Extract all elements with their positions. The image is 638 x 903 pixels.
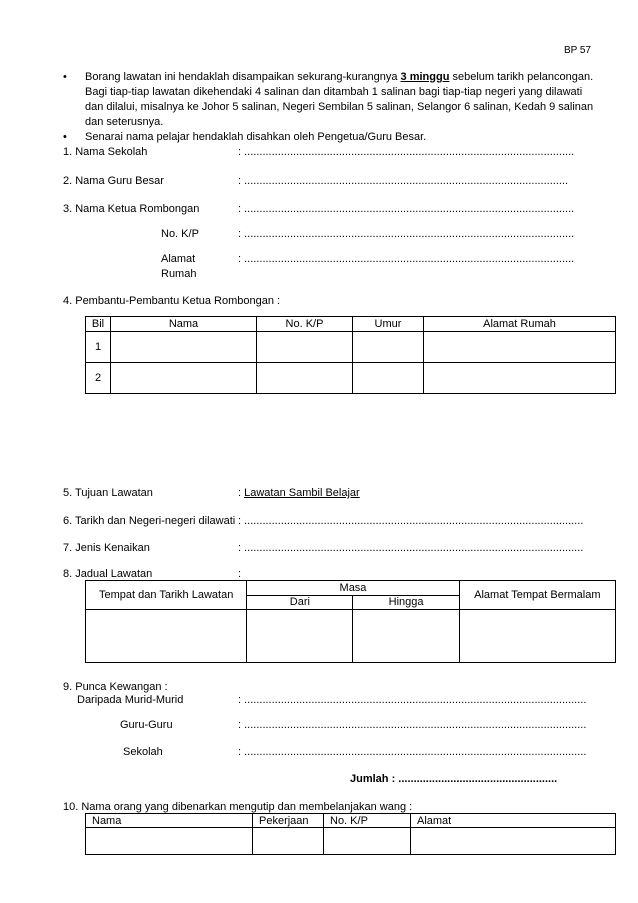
table-cell[interactable] bbox=[459, 610, 615, 663]
header-umur: Umur bbox=[353, 317, 424, 332]
field-finance-teachers-value[interactable]: : ................................................................................................................ bbox=[238, 719, 587, 731]
table-cell[interactable] bbox=[257, 332, 353, 363]
header-bil: Bil bbox=[86, 317, 111, 332]
table-row bbox=[86, 363, 616, 394]
field-purpose-value[interactable]: : Lawatan Sambil Belajar bbox=[238, 487, 360, 499]
field-finance-students-value[interactable]: : ................................................................................................................ bbox=[238, 694, 587, 706]
bullet-icon: • bbox=[63, 71, 67, 83]
deadline-emphasis: 3 minggu bbox=[400, 71, 450, 83]
field-schedule-label: 8. Jadual Lawatan bbox=[63, 568, 153, 580]
field-vehicle-label: 7. Jenis Kenaikan bbox=[63, 542, 150, 554]
field-total[interactable]: Jumlah : .................................................... bbox=[350, 773, 558, 785]
field-finance-school-value[interactable]: : ................................................................................................................ bbox=[238, 746, 587, 758]
table-cell[interactable] bbox=[253, 828, 324, 855]
field-headmaster-value[interactable]: : .......................................................................................................... bbox=[238, 175, 569, 187]
schedule-table bbox=[85, 580, 616, 663]
collectors-table bbox=[85, 813, 616, 855]
row-number: 1 bbox=[86, 332, 111, 363]
table-row bbox=[86, 610, 616, 663]
table-cell[interactable] bbox=[353, 610, 459, 663]
instructions-list bbox=[63, 70, 603, 145]
field-dates-label: 6. Tarikh dan Negeri-negeri dilawati bbox=[63, 515, 236, 527]
field-leader-ic-value[interactable]: : ............................................................................................................ bbox=[238, 228, 575, 240]
header-alamat: Alamat bbox=[411, 814, 616, 828]
table-cell[interactable] bbox=[353, 363, 424, 394]
header-nama: Nama bbox=[111, 317, 257, 332]
field-assistants-label: 4. Pembantu-Pembantu Ketua Rombongan : bbox=[63, 295, 281, 307]
header-masa: Masa bbox=[247, 581, 459, 596]
purpose-text: Lawatan Sambil Belajar bbox=[244, 487, 360, 499]
table-cell[interactable] bbox=[411, 828, 616, 855]
header-nama: Nama bbox=[86, 814, 253, 828]
header-alamat: Alamat Rumah bbox=[424, 317, 616, 332]
table-cell[interactable] bbox=[86, 828, 253, 855]
field-schedule-colon: : bbox=[238, 568, 242, 580]
field-finance-students-label: Daripada Murid-Murid bbox=[77, 694, 184, 706]
page-code: BP 57 bbox=[563, 45, 591, 56]
field-collectors-label: 10. Nama orang yang dibenarkan mengutip dan membelanjakan wang : bbox=[63, 801, 413, 813]
table-row bbox=[86, 828, 616, 855]
field-headmaster-label: 2. Nama Guru Besar bbox=[63, 175, 164, 187]
header-kp: No. K/P bbox=[257, 317, 353, 332]
table-cell[interactable] bbox=[424, 363, 616, 394]
instruction-2: • Senarai nama pelajar hendaklah disahkan oleh Pengetua/Guru Besar. bbox=[63, 131, 427, 143]
field-dates-value[interactable]: : ............................................................................................................... bbox=[238, 515, 584, 527]
field-finance-teachers-label: Guru-Guru bbox=[120, 719, 173, 731]
header-pekerjaan: Pekerjaan bbox=[253, 814, 324, 828]
instruction-1: • Borang lawatan ini hendaklah disampaikan sekurang-kurangnya 3 minggu sebelum tarikh pelancongan. Bagi tiap-tiap lawatan dikehendaki 4 salinan dan ditambah 1 salinan bagi tiap-tiap negeri yang dilawati dan dilalui, misalnya ke Johor 5 salinan, Negeri Sembilan 5 salinan, Selangor 6 salinan, Kedah 9 salinan dan seterusnya. bbox=[63, 71, 594, 128]
table-cell[interactable] bbox=[111, 363, 257, 394]
field-purpose-label: 5. Tujuan Lawatan bbox=[63, 487, 153, 499]
table-cell[interactable] bbox=[111, 332, 257, 363]
field-leader-value[interactable]: : ............................................................................................................ bbox=[238, 203, 575, 215]
field-leader-address-value[interactable]: : ............................................................................................................ bbox=[238, 253, 575, 265]
table-cell[interactable] bbox=[247, 610, 353, 663]
header-hingga: Hingga bbox=[353, 595, 459, 610]
field-school-name-value[interactable]: : ............................................................................................................ bbox=[238, 146, 575, 158]
table-cell[interactable] bbox=[324, 828, 411, 855]
field-finance-label: 9. Punca Kewangan : bbox=[63, 681, 168, 693]
table-cell[interactable] bbox=[353, 332, 424, 363]
header-dari: Dari bbox=[247, 595, 353, 610]
table-cell[interactable] bbox=[424, 332, 616, 363]
field-leader-address-label-1: Alamat bbox=[161, 253, 196, 265]
table-cell[interactable] bbox=[86, 610, 247, 663]
field-school-name-label: 1. Nama Sekolah bbox=[63, 146, 148, 158]
assistants-table bbox=[85, 316, 616, 394]
row-number: 2 bbox=[86, 363, 111, 394]
bullet-icon: • bbox=[63, 131, 67, 143]
field-leader-label: 3. Nama Ketua Rombongan bbox=[63, 203, 200, 215]
header-kp: No. K/P bbox=[324, 814, 411, 828]
field-leader-ic-label: No. K/P bbox=[161, 228, 199, 240]
field-leader-address-label-2: Rumah bbox=[161, 268, 197, 280]
field-finance-school-label: Sekolah bbox=[123, 746, 163, 758]
header-place-date: Tempat dan Tarikh Lawatan bbox=[86, 581, 247, 610]
header-lodging: Alamat Tempat Bermalam bbox=[459, 581, 615, 610]
table-row bbox=[86, 332, 616, 363]
table-cell[interactable] bbox=[257, 363, 353, 394]
field-vehicle-value[interactable]: : ............................................................................................................... bbox=[238, 542, 584, 554]
